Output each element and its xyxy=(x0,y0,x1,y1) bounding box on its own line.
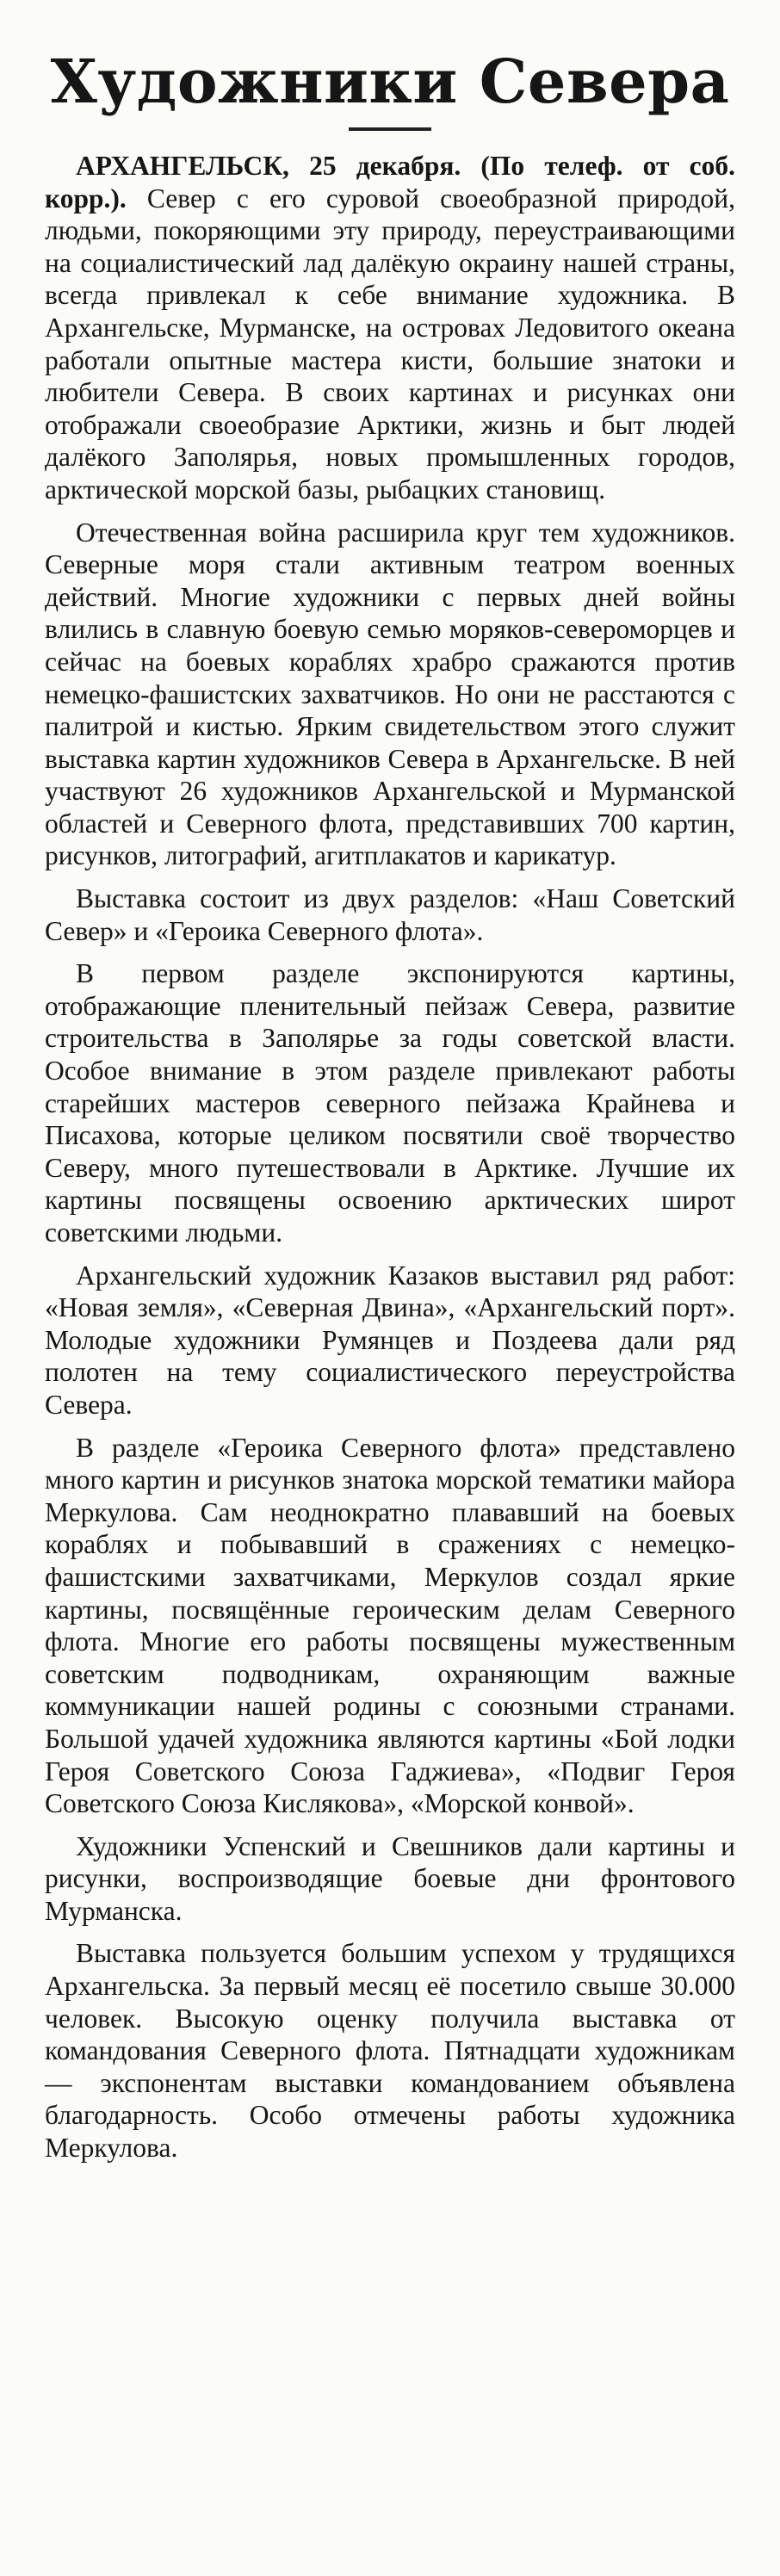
paragraph-text: Север с его суровой своеобразной природой, людьми, покоряющими эту природу, переустраивающими на социалистический лад далёкую окраину нашей страны, всегда привлекал к себе внимание художника. В Архангельске, Мурманске, на островах Ледовитого океана работали опытные мастера кисти, большие знатоки и любители Севера. В своих картинах и рисунках они отображали своеобразие Арктики, жизнь и быт людей далёкого Заполярья, новых промышленных городов, арктической морской базы, рыбацких становищ. xyxy=(45,183,736,505)
dateline: АРХАНГЕЛЬСК, 25 декабря. (По телеф. от соб. корр.). xyxy=(45,151,735,214)
article-paragraph-3: Выставка состоит из двух разделов: «Наш Советский Север» и «Героика Северного флота». xyxy=(45,883,735,946)
article-body xyxy=(45,150,735,2164)
article-paragraph-8: Выставка пользуется большим успехом у трудящихся Архангельска. За первый месяц её посетило свыше 30.000 человек. Высокую оценку получила выставка от командования Северного флота. Пятнадцати художникам — экспонентам выставки командованием объявлена благодарность. Особо отмечены работы художника Меркулова. xyxy=(45,1938,735,2164)
article-paragraph-2: Отечественная война расширила круг тем художников. Северные моря стали активным театром военных действий. Многие художники с первых дней войны влились в славную боевую семью моряков-североморцев и сейчас на боевых кораблях храбро сражаются против немецко-фашистских захватчиков. Но они не расстаются с палитрой и кистью. Ярким свидетельством этого служит выставка картин художников Севера в Архангельске. В ней участвуют 26 художников Архангельской и Мурманской областей и Северного флота, представивших 700 картин, рисунков, литографий, агитплакатов и карикатур. xyxy=(45,517,735,871)
title-divider xyxy=(349,127,431,131)
article-paragraph-6: В разделе «Героика Северного флота» представлено много картин и рисунков знатока морской тематики майора Меркулова. Сам неоднократно плававший на боевых кораблях и побывавший в сражениях с немецко-фашистскими захватчиками, Меркулов создал яркие картины, посвящённые героическим делам Северного флота. Многие его работы посвящены мужественным советским подводникам, охраняющим важные коммуникации нашей родины с союзными странами. Большой удачей художника являются картины «Бой лодки Героя Советского Союза Гаджиева», «Подвиг Героя Советского Союза Кислякова», «Морской конвой». xyxy=(45,1432,735,1819)
article-paragraph-7: Художники Успенский и Свешников дали картины и рисунки, воспроизводящие боевые дни фронтового Мурманска. xyxy=(45,1830,735,1926)
article-paragraph-4: В первом разделе экспонируются картины, отображающие пленительный пейзаж Севера, развитие строительства в Заполярье за годы советской власти. Особое внимание в этом разделе привлекают работы старейших мастеров северного пейзажа Крайнева и Писахова, которые целиком посвятили своё творчество Северу, много путешествовали в Арктике. Лучшие их картины посвящены освоению арктических широт советскими людьми. xyxy=(45,958,735,1248)
article-paragraph-5: Архангельский художник Казаков выставил ряд работ: «Новая земля», «Северная Двина», «Архангельский порт». Молодые художники Румянцев и Поздеева дали ряд полотен на тему социалистического переустройства Севера. xyxy=(45,1260,735,1420)
article-title: Художники Севера xyxy=(50,46,730,117)
article-paragraph-1 xyxy=(45,150,735,506)
